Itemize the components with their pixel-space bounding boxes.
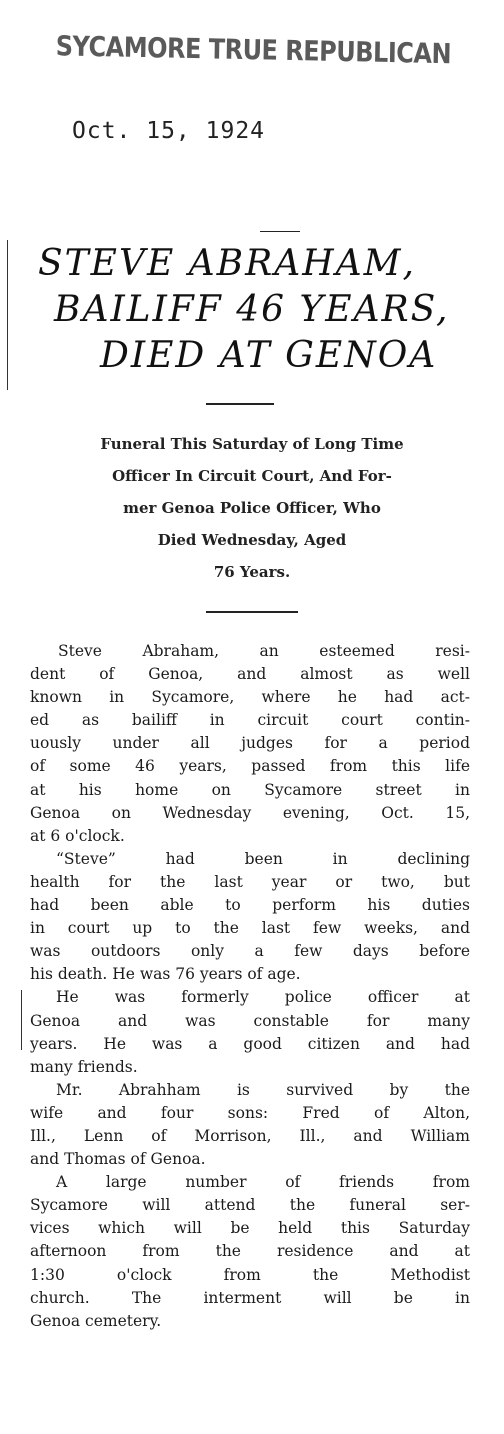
- body-line: vices which will be held this Saturday: [30, 1219, 470, 1238]
- body-line: ed as bailiff in circuit court contin-: [30, 711, 470, 730]
- paragraph: [30, 1079, 470, 1171]
- body-line: uously under all judges for a period: [30, 734, 470, 753]
- body-line: at 6 o'clock.: [30, 826, 125, 845]
- body-line: A large number of friends from: [56, 1173, 470, 1192]
- deck-line: mer Genoa Police Officer, Who: [123, 499, 381, 517]
- body-line: afternoon from the residence and at: [30, 1242, 470, 1261]
- paragraph: [30, 986, 470, 1078]
- body-line: wife and four sons: Fred of Alton,: [30, 1103, 470, 1122]
- masthead-stamp: SYCAMORE TRUE REPUBLICAN: [55, 30, 452, 71]
- body-line: known in Sycamore, where he had act-: [30, 688, 470, 707]
- headline-line-1: STEVE ABRAHAM,: [38, 243, 416, 284]
- body-line: Genoa cemetery.: [30, 1311, 162, 1330]
- deck-line: Died Wednesday, Aged: [157, 531, 347, 549]
- top-rule: [260, 231, 300, 232]
- body-line: He was formerly police officer at: [56, 988, 470, 1007]
- body-line: Genoa and was constable for many: [30, 1011, 470, 1030]
- headline-line-2: BAILIFF 46 YEARS,: [54, 289, 450, 330]
- body-line: Mr. Abrahham is survived by the: [56, 1080, 470, 1099]
- body-line: Genoa on Wednesday evening, Oct. 15,: [30, 803, 470, 822]
- body-line: years. He was a good citizen and had: [30, 1034, 470, 1053]
- body-line: at his home on Sycamore street in: [30, 780, 470, 799]
- body-line: Ill., Lenn of Morrison, Ill., and William: [30, 1126, 470, 1145]
- clipping-date: Oct. 15, 1924: [72, 118, 266, 144]
- body-line: had been able to perform his duties: [30, 896, 470, 915]
- body-line: of some 46 years, passed from this life: [30, 757, 470, 776]
- deck-line: 76 Years.: [213, 563, 291, 581]
- paragraph: [30, 848, 470, 987]
- deck-line: Officer In Circuit Court, And For-: [112, 467, 392, 485]
- body-line: 1:30 o'clock from the Methodist: [30, 1265, 470, 1284]
- body-line: in court up to the last few weeks, and: [30, 919, 470, 938]
- body-line: health for the last year or two, but: [30, 872, 470, 891]
- paragraph: [30, 640, 470, 848]
- body-line: and Thomas of Genoa.: [30, 1150, 206, 1169]
- body-line: was outdoors only a few days before: [30, 942, 470, 961]
- deck-line: Funeral This Saturday of Long Time: [100, 435, 404, 453]
- paragraph: [30, 1171, 470, 1333]
- article-body: [30, 640, 470, 1333]
- body-line: Sycamore will attend the funeral ser-: [30, 1196, 470, 1215]
- body-line: many friends.: [30, 1057, 138, 1076]
- left-margin-line-lower: [21, 990, 22, 1050]
- left-margin-line: [7, 240, 8, 390]
- deck-divider: [206, 611, 298, 613]
- headline-divider: [206, 403, 274, 405]
- deck: [24, 428, 480, 588]
- body-line: Steve Abraham, an esteemed resi-: [58, 642, 470, 660]
- headline-line-3: DIED AT GENOA: [100, 335, 438, 376]
- body-line: “Steve” had been in declining: [56, 849, 470, 868]
- body-line: dent of Genoa, and almost as well: [30, 665, 470, 684]
- body-line: his death. He was 76 years of age.: [30, 965, 301, 984]
- body-line: church. The interment will be in: [30, 1288, 470, 1307]
